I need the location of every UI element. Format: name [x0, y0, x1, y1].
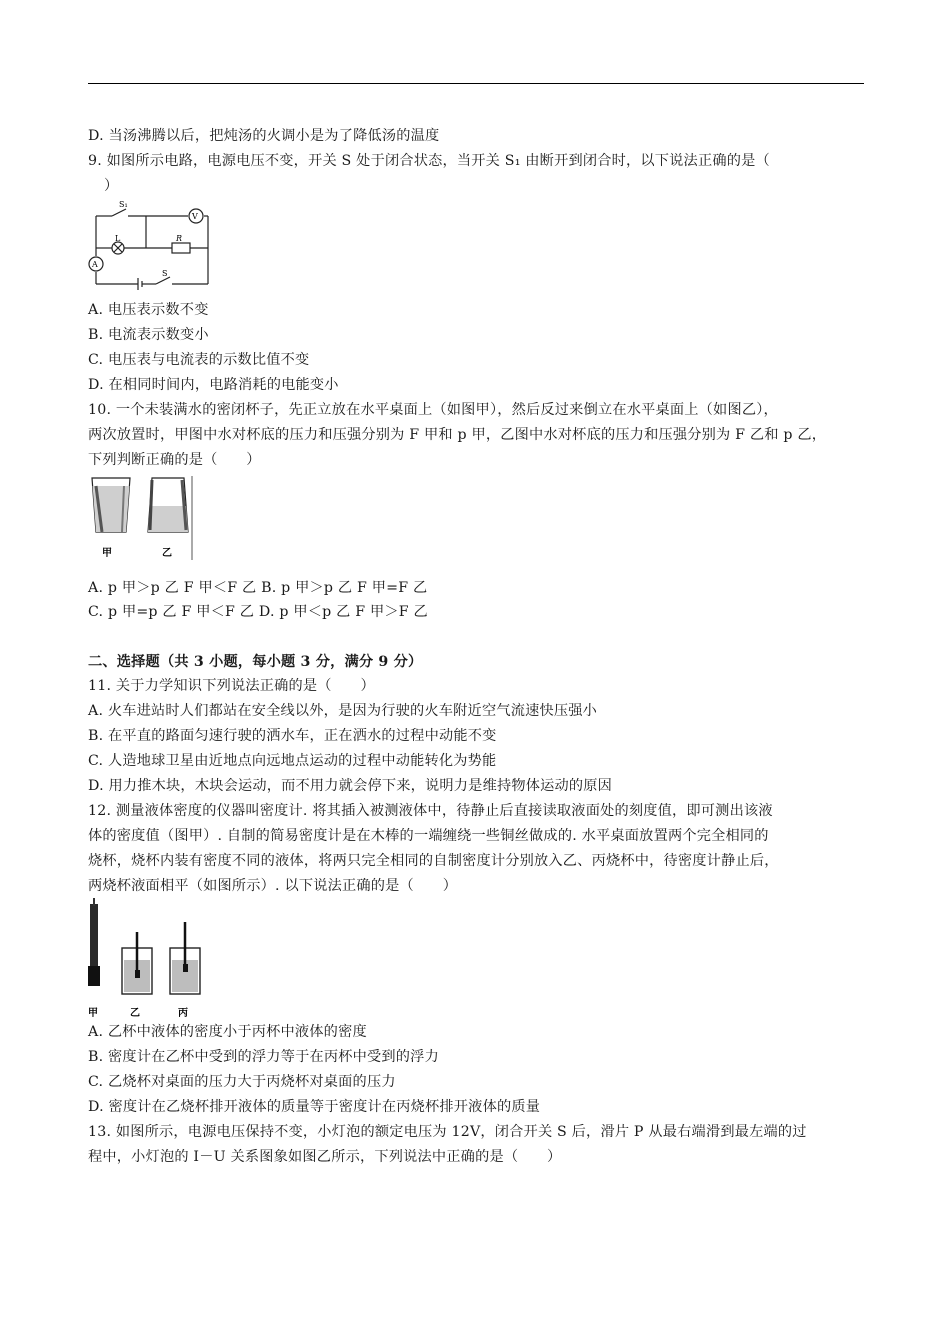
circuit-label-l: L — [115, 234, 121, 243]
voltmeter-icon: V — [192, 212, 198, 221]
section-2-heading: 二、选择题（共 3 小题，每小题 3 分，满分 9 分） — [88, 654, 423, 670]
q12-option-a: A. 乙杯中液体的密度小于丙杯中液体的密度 — [88, 1024, 367, 1040]
q13-stem-2: 程中，小灯泡的 I－U 关系图象如图乙所示，下列说法中正确的是（ ） — [88, 1149, 562, 1165]
q9-stem: 9. 如图所示电路，电源电压不变，开关 S 处于闭合状态，当开关 S₁ 由断开到闭合时，以下说法正确的是（ — [88, 153, 770, 169]
q11-option-d: D. 用力推木块，木块会运动，而不用力就会停下来，说明力是维持物体运动的原因 — [88, 778, 613, 794]
hydrometer-label-yi: 乙 — [130, 1008, 140, 1019]
cup-label-jia: 甲 — [102, 548, 112, 559]
hydrometer-figure — [84, 896, 210, 1022]
q9-option-d: D. 在相同时间内，电路消耗的电能变小 — [88, 377, 339, 393]
circuit-label-s: S — [162, 269, 168, 278]
circuit-label-s1: S₁ — [119, 200, 128, 209]
cups-figure — [84, 472, 196, 564]
q10-stem-3: 下列判断正确的是（ ） — [88, 452, 261, 468]
q12-stem-2: 体的密度值（图甲）. 自制的简易密度计是在木棒的一端缠绕一些铜丝做成的. 水平桌面放置两个完全相同的 — [88, 828, 769, 844]
q9-option-b: B. 电流表示数变小 — [88, 327, 209, 343]
q12-option-d: D. 密度计在乙烧杯排开液体的质量等于密度计在丙烧杯排开液体的质量 — [88, 1099, 541, 1115]
q10-stem-1: 10. 一个未装满水的密闭杯子，先正立放在水平桌面上（如图甲），然后反过来倒立在水平桌面上（如图乙）， — [88, 402, 778, 418]
q13-stem-1: 13. 如图所示，电源电压保持不变，小灯泡的额定电压为 12V，闭合开关 S 后，滑片 P 从最右端滑到最左端的过 — [88, 1124, 807, 1140]
q10-options-cd: C. p 甲=p 乙 F 甲＜F 乙 D. p 甲＜p 乙 F 甲＞F 乙 — [88, 604, 428, 620]
q9-option-c: C. 电压表与电流表的示数比值不变 — [88, 352, 310, 368]
hydrometer-label-bing: 丙 — [178, 1008, 188, 1019]
q12-stem-4: 两烧杯液面相平（如图所示）. 以下说法正确的是（ ） — [88, 878, 458, 894]
q12-stem-1: 12. 测量液体密度的仪器叫密度计. 将其插入被测液体中，待静止后直接读取液面处的刻度值，即可测出该液 — [88, 803, 773, 819]
q9-option-a: A. 电压表示数不变 — [88, 302, 209, 318]
circuit-diagram — [84, 196, 212, 290]
ammeter-icon: A — [92, 260, 98, 269]
q12-stem-3: 烧杯，烧杯内装有密度不同的液体，将两只完全相同的自制密度计分别放入乙、丙烧杯中，待密度计静止后， — [88, 853, 779, 869]
q10-options-ab: A. p 甲＞p 乙 F 甲＜F 乙 B. p 甲＞p 乙 F 甲=F 乙 — [88, 580, 428, 596]
q11-option-b: B. 在平直的路面匀速行驶的洒水车，正在洒水的过程中动能不变 — [88, 728, 497, 744]
q12-option-b: B. 密度计在乙杯中受到的浮力等于在丙杯中受到的浮力 — [88, 1049, 439, 1065]
q11-stem: 11. 关于力学知识下列说法正确的是（ ） — [88, 678, 375, 694]
header-rule — [88, 83, 864, 84]
cup-label-yi: 乙 — [162, 548, 172, 559]
q10-stem-2: 两次放置时，甲图中水对杯底的压力和压强分别为 F 甲和 p 甲，乙图中水对杯底的压力和压强分别为 F 乙和 p 乙， — [88, 427, 827, 443]
circuit-label-r: R — [176, 234, 183, 243]
q11-option-a: A. 火车进站时人们都站在安全线以外，是因为行驶的火车附近空气流速快压强小 — [88, 703, 598, 719]
q8-option-d: D. 当汤沸腾以后，把炖汤的火调小是为了降低汤的温度 — [88, 128, 440, 144]
hydrometer-label-jia: 甲 — [88, 1008, 98, 1019]
q9-stem-end: ） — [104, 178, 119, 194]
q11-option-c: C. 人造地球卫星由近地点向远地点运动的过程中动能转化为势能 — [88, 753, 497, 769]
q12-option-c: C. 乙烧杯对桌面的压力大于丙烧杯对桌面的压力 — [88, 1074, 396, 1090]
